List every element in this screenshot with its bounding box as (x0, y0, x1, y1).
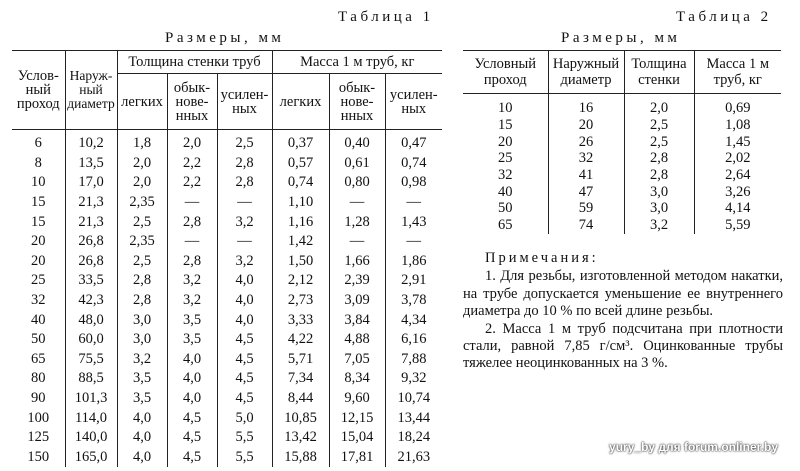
table2-cell: 0,69 (694, 94, 781, 117)
table2-cell: 3,0 (624, 200, 694, 217)
table2-caption: Таблица 2 (676, 9, 772, 25)
table1-cell: 9,32 (385, 369, 442, 389)
table1-cell: 4,0 (217, 310, 272, 330)
table2-cell: 2,8 (624, 150, 694, 167)
table1-cell: 150 (12, 448, 65, 468)
table1-row (12, 448, 442, 468)
header-nominal-bore: Услов- ный проход (12, 51, 65, 130)
table1-cell: 5,5 (217, 448, 272, 468)
table1-cell: — (217, 232, 272, 252)
table1-cell: 5,5 (217, 428, 272, 448)
table1-cell: 4,5 (217, 389, 272, 409)
table2-row (463, 94, 781, 117)
table1-cell: 80 (12, 369, 65, 389)
table1-row (12, 154, 442, 174)
table1-cell: 0,47 (385, 130, 442, 154)
table2-cell: 1,08 (694, 117, 781, 134)
table1-row (12, 291, 442, 311)
watermark: yury_by для forum.onliner.by (609, 440, 778, 454)
header-mass: Масса 1 м труб, кг (272, 51, 442, 74)
table2-cell: 16 (548, 94, 624, 117)
table1-cell: 48,0 (65, 310, 117, 330)
table1-cell: 0,74 (385, 154, 442, 174)
table1-cell: 10,74 (385, 389, 442, 409)
table2-row (463, 133, 781, 150)
table1-cell: 3,5 (167, 310, 217, 330)
table2-cell: 3,26 (694, 183, 781, 200)
table1-cell: 15 (12, 193, 65, 213)
header-outer-diameter: Наруж- ный диаметр (65, 51, 117, 130)
table1-cell: 3,09 (329, 291, 385, 311)
table1-cell: 4,0 (117, 448, 167, 468)
table2-cell: 15 (463, 117, 548, 134)
notes-title: Примечания: (485, 250, 599, 266)
table1-cell: 10,85 (272, 408, 329, 428)
table1-cell: 4,0 (117, 428, 167, 448)
pipe-dimensions-table-1 (12, 50, 442, 467)
table1-cell: 13,5 (65, 154, 117, 174)
table2-cell: 32 (548, 150, 624, 167)
header-mass-light: легких (272, 74, 329, 130)
table1-cell: 1,42 (272, 232, 329, 252)
table2-cell: 2,0 (624, 94, 694, 117)
table1-cell: 13,44 (385, 408, 442, 428)
table1-cell: 13,42 (272, 428, 329, 448)
table1-cell: 65 (12, 350, 65, 370)
header-wall-thickness: Толщина стенки труб (117, 51, 272, 74)
table1-cell: 4,0 (217, 271, 272, 291)
table1-cell: 21,3 (65, 193, 117, 213)
table1-cell: 88,5 (65, 369, 117, 389)
table1-cell: 165,0 (65, 448, 117, 468)
header-wall-light: легких (117, 74, 167, 130)
table1-cell: — (167, 232, 217, 252)
table2-subtitle: Размеры, мм (561, 30, 681, 46)
table1-cell: 4,34 (385, 310, 442, 330)
table1-cell: 75,5 (65, 350, 117, 370)
header-wall-reinforced: усилен- ных (217, 74, 272, 130)
table1-cell: 20 (12, 252, 65, 272)
table1-cell: 9,60 (329, 389, 385, 409)
table1-cell: 40 (12, 310, 65, 330)
table2-row (463, 183, 781, 200)
table1-cell: 26,8 (65, 252, 117, 272)
table1-cell: 21,63 (385, 448, 442, 468)
table1-cell: 1,8 (117, 130, 167, 154)
table1-cell: 0,61 (329, 154, 385, 174)
table1-cell: 5,0 (217, 408, 272, 428)
table1-row (12, 350, 442, 370)
table1-cell: 2,35 (117, 232, 167, 252)
table1-subtitle: Размеры, мм (165, 30, 285, 46)
table1-cell: 4,5 (167, 408, 217, 428)
table1-cell: 1,16 (272, 212, 329, 232)
table1-cell: 3,84 (329, 310, 385, 330)
table1-cell: 5,71 (272, 350, 329, 370)
table1-cell: 7,05 (329, 350, 385, 370)
table1-row (12, 428, 442, 448)
table1-cell: — (385, 193, 442, 213)
table1-cell: 10 (12, 173, 65, 193)
table1-cell: 3,5 (167, 330, 217, 350)
table1-cell: 26,8 (65, 232, 117, 252)
table1-row (12, 310, 442, 330)
table1-row (12, 369, 442, 389)
table2-cell: 2,02 (694, 150, 781, 167)
table1-cell: 3,2 (217, 252, 272, 272)
table1-cell: 2,5 (217, 130, 272, 154)
table1-cell: 2,8 (217, 154, 272, 174)
table1-cell: 32 (12, 291, 65, 311)
table1-cell: 42,3 (65, 291, 117, 311)
table1-cell: 3,2 (167, 271, 217, 291)
table1-row (12, 212, 442, 232)
table1-cell: 4,0 (167, 389, 217, 409)
t2-header-mass: Масса 1 м труб, кг (694, 51, 781, 94)
table1-cell: 0,98 (385, 173, 442, 193)
table2-cell: 47 (548, 183, 624, 200)
table1-cell: 4,0 (167, 369, 217, 389)
table2-cell: 10 (463, 94, 548, 117)
table1-cell: 60,0 (65, 330, 117, 350)
table1-cell: 101,3 (65, 389, 117, 409)
table1-cell: 2,0 (117, 173, 167, 193)
table1-cell: 3,78 (385, 291, 442, 311)
table2-cell: 25 (463, 150, 548, 167)
table1-cell: 50 (12, 330, 65, 350)
table1-cell: 4,5 (217, 330, 272, 350)
table1-cell: 25 (12, 271, 65, 291)
table1-row (12, 271, 442, 291)
table1-cell: 7,34 (272, 369, 329, 389)
table1-cell: 10,2 (65, 130, 117, 154)
table2-cell: 2,5 (624, 133, 694, 150)
table1-cell: 2,0 (167, 130, 217, 154)
table2-cell: 2,64 (694, 167, 781, 184)
table1-cell: — (217, 193, 272, 213)
t2-header-wall: Толщина стенки (624, 51, 694, 94)
table2-cell: 3,0 (624, 183, 694, 200)
table2-cell: 26 (548, 133, 624, 150)
table1-cell: 1,86 (385, 252, 442, 272)
table1-cell: 12,15 (329, 408, 385, 428)
table1-row (12, 173, 442, 193)
table1-cell: 4,88 (329, 330, 385, 350)
table2-cell: 4,14 (694, 200, 781, 217)
note-1: 1. Для резьбы, изготовленной методом накатки, на трубе допускается уменьшение ее внутреннего диаметра до 10 % по всей длине резьбы. (463, 268, 783, 320)
header-mass-ordinary: обык- нове- нных (329, 74, 385, 130)
table1-cell: 2,2 (167, 173, 217, 193)
table2-row (463, 117, 781, 134)
table1-cell: 2,5 (117, 252, 167, 272)
table1-cell: 2,39 (329, 271, 385, 291)
table2-cell: 32 (463, 167, 548, 184)
table2-row (463, 200, 781, 217)
table1-cell: 125 (12, 428, 65, 448)
table1-cell: 4,0 (217, 291, 272, 311)
table2-cell: 20 (463, 133, 548, 150)
table1-row (12, 130, 442, 154)
table1-cell: 2,0 (117, 154, 167, 174)
table1-cell: 8,44 (272, 389, 329, 409)
pipe-dimensions-table-2 (463, 50, 781, 234)
table1-cell: 2,8 (167, 212, 217, 232)
table2-cell: 41 (548, 167, 624, 184)
table2-row (463, 217, 781, 234)
table1-cell: 2,8 (117, 291, 167, 311)
table1-cell: 0,40 (329, 130, 385, 154)
table1-cell: 4,0 (117, 408, 167, 428)
table1-cell: 20 (12, 232, 65, 252)
table1-cell: 17,0 (65, 173, 117, 193)
t2-header-outer-diameter: Наружный диаметр (548, 51, 624, 94)
table2-cell: 5,59 (694, 217, 781, 234)
table1-cell: 2,91 (385, 271, 442, 291)
table2-cell: 2,8 (624, 167, 694, 184)
table2-cell: 74 (548, 217, 624, 234)
table1-cell: 1,66 (329, 252, 385, 272)
table1-cell: 8 (12, 154, 65, 174)
table1-cell: — (329, 193, 385, 213)
table1-cell: 3,5 (117, 389, 167, 409)
t2-header-nominal-bore: Условный проход (463, 51, 548, 94)
table1-cell: 1,28 (329, 212, 385, 232)
table1-cell: 2,8 (217, 173, 272, 193)
table2-cell: 3,2 (624, 217, 694, 234)
table1-cell: 8,34 (329, 369, 385, 389)
notes-section (463, 250, 783, 373)
table1-cell: 2,73 (272, 291, 329, 311)
table1-cell: 15,88 (272, 448, 329, 468)
table1-cell: 0,37 (272, 130, 329, 154)
table1-cell: 6,16 (385, 330, 442, 350)
table1-cell: 0,57 (272, 154, 329, 174)
table1-cell: 4,22 (272, 330, 329, 350)
table2-cell: 20 (548, 117, 624, 134)
table1-cell: 1,43 (385, 212, 442, 232)
table1-caption: Таблица 1 (338, 9, 434, 25)
header-wall-ordinary: обык- нове- нных (167, 74, 217, 130)
table1-cell: 3,0 (117, 310, 167, 330)
table1-cell: 2,2 (167, 154, 217, 174)
header-mass-reinforced: усилен- ных (385, 74, 442, 130)
table1-cell: 2,5 (117, 212, 167, 232)
table2-cell: 1,45 (694, 133, 781, 150)
table1-cell: 1,10 (272, 193, 329, 213)
table1-cell: 3,0 (117, 330, 167, 350)
table1-cell: 2,35 (117, 193, 167, 213)
table1-cell: 17,81 (329, 448, 385, 468)
table1-cell: 100 (12, 408, 65, 428)
table1-cell: 15,04 (329, 428, 385, 448)
table1-cell: 4,5 (217, 350, 272, 370)
table1-cell: 4,5 (167, 428, 217, 448)
table2-row (463, 150, 781, 167)
table1-row (12, 330, 442, 350)
table2-cell: 65 (463, 217, 548, 234)
table1-cell: 7,88 (385, 350, 442, 370)
table1-cell: 3,5 (117, 369, 167, 389)
table1-row (12, 408, 442, 428)
table1-cell: 4,5 (167, 448, 217, 468)
table1-row (12, 193, 442, 213)
table1-cell: 3,2 (167, 291, 217, 311)
table2-cell: 2,5 (624, 117, 694, 134)
table2-cell: 50 (463, 200, 548, 217)
table2-row (463, 167, 781, 184)
table1-cell: 2,8 (167, 252, 217, 272)
table1-row (12, 232, 442, 252)
table1-cell: 18,24 (385, 428, 442, 448)
table1-cell: 2,8 (117, 271, 167, 291)
table1-cell: 90 (12, 389, 65, 409)
table1-cell: 1,50 (272, 252, 329, 272)
table1-cell: 3,2 (117, 350, 167, 370)
note-2: 2. Масса 1 м труб подсчитана при плотности стали, равной 7,85 г/см³. Оцинкованные трубы тяжелее неоцинкованных на 3 %. (463, 320, 783, 372)
table2-cell: 40 (463, 183, 548, 200)
table1-cell: 6 (12, 130, 65, 154)
table1-cell: — (329, 232, 385, 252)
table1-cell: 3,2 (217, 212, 272, 232)
table1-cell: 21,3 (65, 212, 117, 232)
table1-cell: 3,33 (272, 310, 329, 330)
table2-cell: 59 (548, 200, 624, 217)
table1-cell: — (385, 232, 442, 252)
table1-cell: 4,5 (217, 369, 272, 389)
table1-cell: — (167, 193, 217, 213)
table1-cell: 4,0 (167, 350, 217, 370)
table1-cell: 33,5 (65, 271, 117, 291)
table1-cell: 15 (12, 212, 65, 232)
table1-cell: 0,74 (272, 173, 329, 193)
table1-row (12, 389, 442, 409)
table1-cell: 140,0 (65, 428, 117, 448)
table1-cell: 2,12 (272, 271, 329, 291)
table1-cell: 114,0 (65, 408, 117, 428)
table1-cell: 0,80 (329, 173, 385, 193)
table1-row (12, 252, 442, 272)
